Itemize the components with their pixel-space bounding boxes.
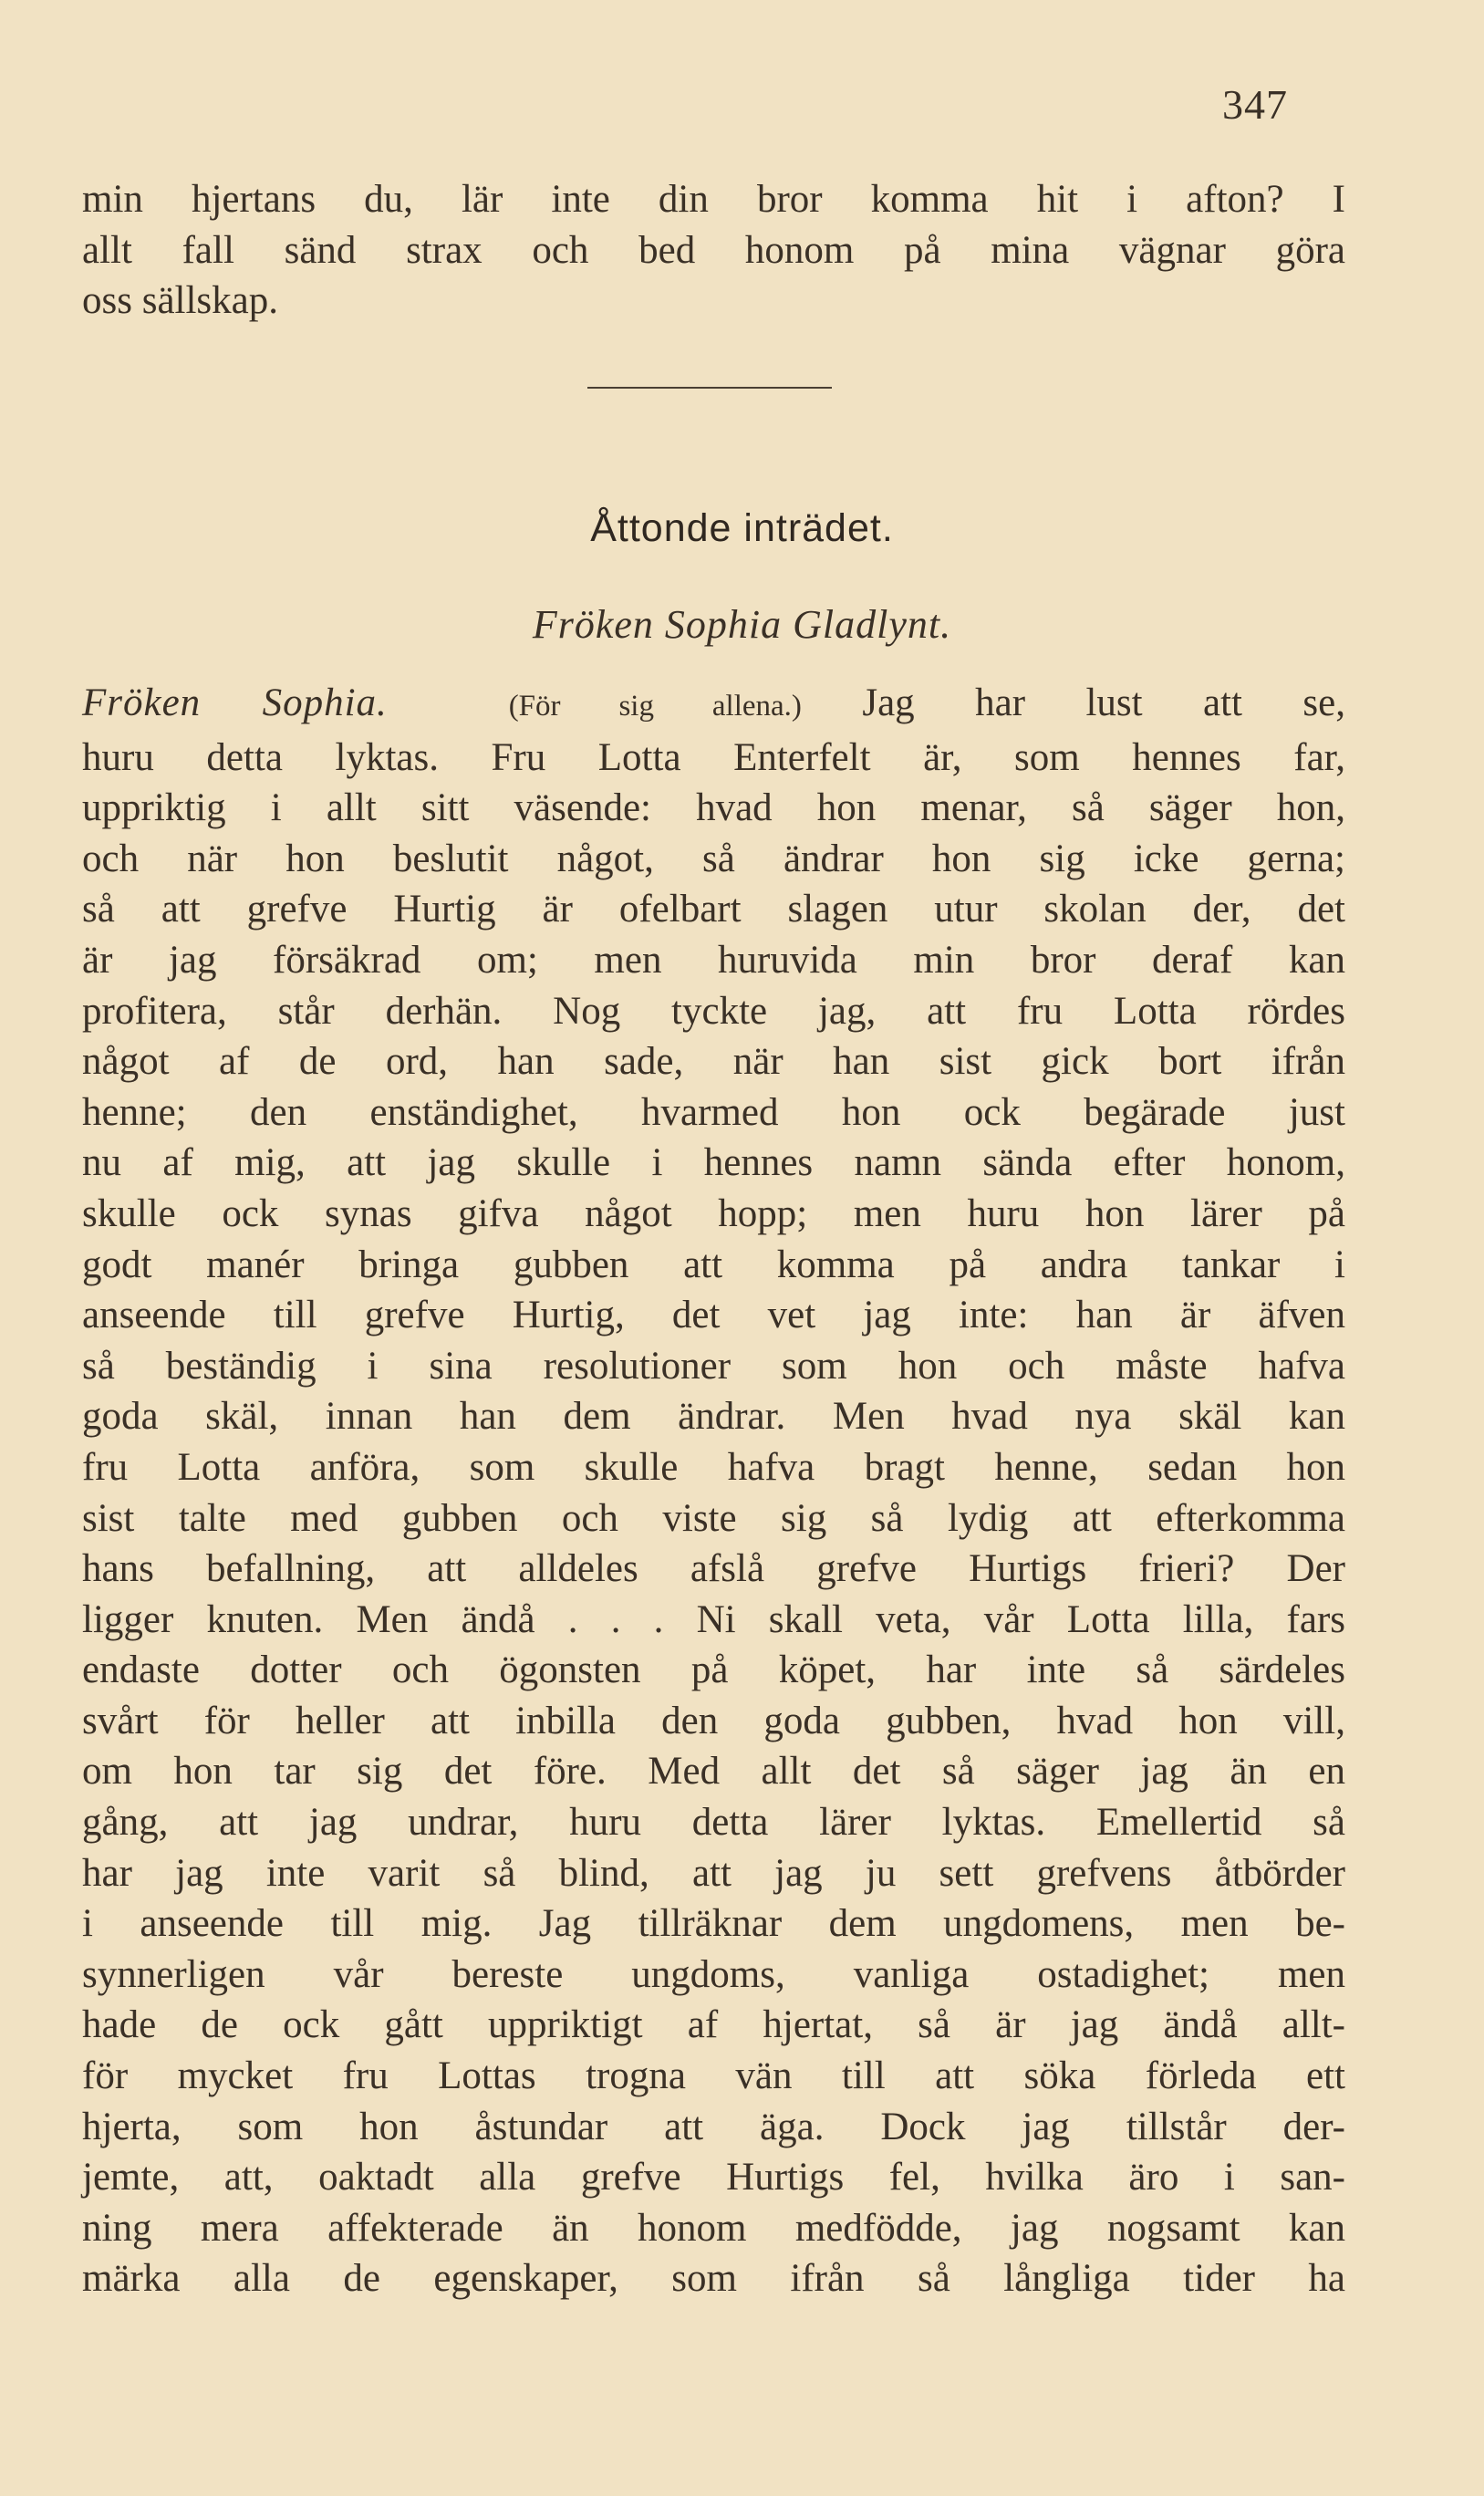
text-line: hade de ock gått uppriktigt af hjertat, så är jag ändå allt- [82, 2003, 1345, 2047]
text-line: jemte, att, oaktadt alla grefve Hurtigs fel, hvilka äro i san- [82, 2156, 1345, 2200]
text-line: min hjertans du, lär inte din bror komma hit i afton? I [82, 178, 1345, 221]
text-line: oss sällskap. [82, 279, 278, 323]
page-number: 347 [1222, 81, 1288, 128]
text-line: svårt för heller att inbilla den goda gubben, hvad hon vill, [82, 1699, 1345, 1742]
text-line: märka alla de egenskaper, som ifrån så långliga tider ha [82, 2257, 1345, 2301]
text-line: sist talte med gubben och viste sig så lydig att efterkomma [82, 1496, 1345, 1540]
text-line: så beständig i sina resolutioner som hon och måste hafva [82, 1344, 1345, 1388]
text-line: och när hon beslutit något, så ändrar hon sig icke gerna; [82, 837, 1345, 880]
first-line [82, 678, 1345, 733]
text-line: skulle ock synas gifva något hopp; men huru hon lärer på [82, 1191, 1345, 1235]
text-line: har jag inte varit så blind, att jag ju sett grefvens åtbörder [82, 1851, 1345, 1895]
text-line: goda skäl, innan han dem ändrar. Men hvad nya skäl kan [82, 1395, 1345, 1439]
text-line: huru detta lyktas. Fru Lotta Enterfelt är, som hennes far, [82, 735, 1345, 779]
first-line-text: Jag har lust att se, [862, 681, 1346, 724]
text-line: i anseende till mig. Jag tillräknar dem ungdomens, men be- [82, 1902, 1345, 1946]
monologue-paragraph [82, 678, 1345, 2304]
stage-direction: (För sig allena.) [508, 690, 802, 723]
text-line: så att grefve Hurtig är ofelbart slagen utur skolan der, det [82, 888, 1345, 931]
text-line: hjerta, som hon åstundar att äga. Dock jag tillstår der- [82, 2105, 1345, 2148]
text-line: synnerligen vår bereste ungdoms, vanliga ostadighet; men [82, 1952, 1345, 1996]
text-line: ligger knuten. Men ändå . . . Ni skall veta, vår Lotta lilla, fars [82, 1597, 1345, 1641]
text-line: för mycket fru Lottas trogna vän till att söka förleda ett [82, 2054, 1345, 2098]
text-line: uppriktig i allt sitt väsende: hvad hon menar, så säger hon, [82, 786, 1345, 830]
text-line: allt fall sänd strax och bed honom på mina vägnar göra [82, 228, 1345, 272]
text-line: något af de ord, han sade, när han sist gick bort ifrån [82, 1040, 1345, 1084]
scene-heading: Åttonde inträdet. [590, 506, 894, 550]
text-line: är jag försäkrad om; men huruvida min bror deraf kan [82, 938, 1345, 982]
cast-line: Fröken Sophia Gladlynt. [532, 602, 952, 647]
text-line: profitera, står derhän. Nog tyckte jag, att fru Lotta rördes [82, 989, 1345, 1033]
text-line: hans befallning, att alldeles afslå grefve Hurtigs frieri? Der [82, 1547, 1345, 1591]
text-line: henne; den enständighet, hvarmed hon ock begärade just [82, 1090, 1345, 1134]
section-divider [587, 387, 832, 389]
text-line: gång, att jag undrar, huru detta lärer lyktas. Emellertid så [82, 1801, 1345, 1845]
text-line: om hon tar sig det före. Med allt det så säger jag än en [82, 1750, 1345, 1794]
text-line: ning mera affekterade än honom medfödde, jag nogsamt kan [82, 2206, 1345, 2250]
text-line: anseende till grefve Hurtig, det vet jag inte: han är äfven [82, 1294, 1345, 1337]
text-line: endaste dotter och ögonsten på köpet, har inte så särdeles [82, 1648, 1345, 1692]
speaker-name: Fröken Sophia. [82, 681, 388, 724]
text-line: fru Lotta anföra, som skulle hafva bragt henne, sedan hon [82, 1445, 1345, 1489]
opening-paragraph [82, 174, 1345, 327]
text-line: nu af mig, att jag skulle i hennes namn sända efter honom, [82, 1141, 1345, 1185]
text-line: godt manér bringa gubben att komma på andra tankar i [82, 1243, 1345, 1286]
